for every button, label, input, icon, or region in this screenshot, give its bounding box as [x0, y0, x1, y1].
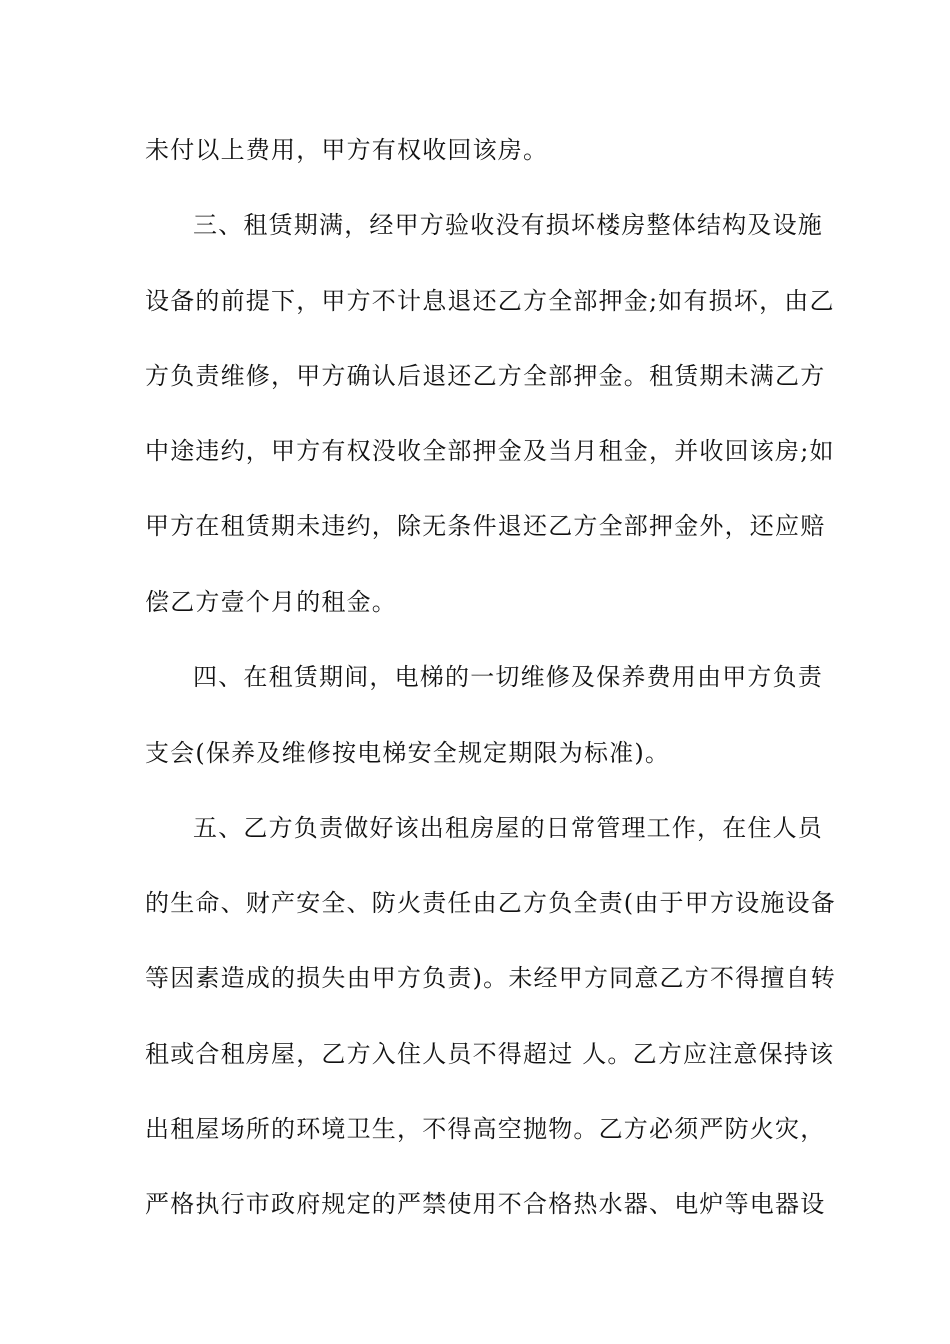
- text-line: 支会(保养及维修按电梯安全规定期限为标准)。: [145, 739, 671, 767]
- text-line: 出租屋场所的环境卫生，不得高空抛物。乙方必须严防火灾，: [145, 1115, 826, 1143]
- text-line: 的生命、财产安全、防火责任由乙方负全责(由于甲方设施设备: [145, 889, 836, 917]
- text-line: 偿乙方壹个月的租金。: [145, 588, 397, 616]
- text-line: 五、乙方负责做好该出租房屋的日常管理工作，在住人员: [193, 814, 823, 842]
- text-line: 四、在租赁期间，电梯的一切维修及保养费用由甲方负责: [193, 663, 823, 691]
- text-line: 中途违约，甲方有权没收全部押金及当月租金，并收回该房;如: [145, 437, 835, 465]
- text-line: 甲方在租赁期未违约，除无条件退还乙方全部押金外，还应赔: [145, 512, 826, 540]
- text-line: 设备的前提下，甲方不计息退还乙方全部押金;如有损坏，由乙: [145, 287, 835, 315]
- text-line: 三、租赁期满，经甲方验收没有损坏楼房整体结构及设施: [193, 211, 823, 239]
- text-line: 方负责维修，甲方确认后退还乙方全部押金。租赁期未满乙方: [145, 362, 826, 390]
- text-line: 严格执行市政府规定的严禁使用不合格热水器、电炉等电器设: [145, 1190, 826, 1218]
- text-line: 等因素造成的损失由甲方负责)。未经甲方同意乙方不得擅自转: [145, 964, 836, 992]
- text-line: 未付以上费用，甲方有权收回该房。: [145, 136, 549, 164]
- text-line: 租或合租房屋，乙方入住人员不得超过 人。乙方应注意保持该: [145, 1040, 835, 1068]
